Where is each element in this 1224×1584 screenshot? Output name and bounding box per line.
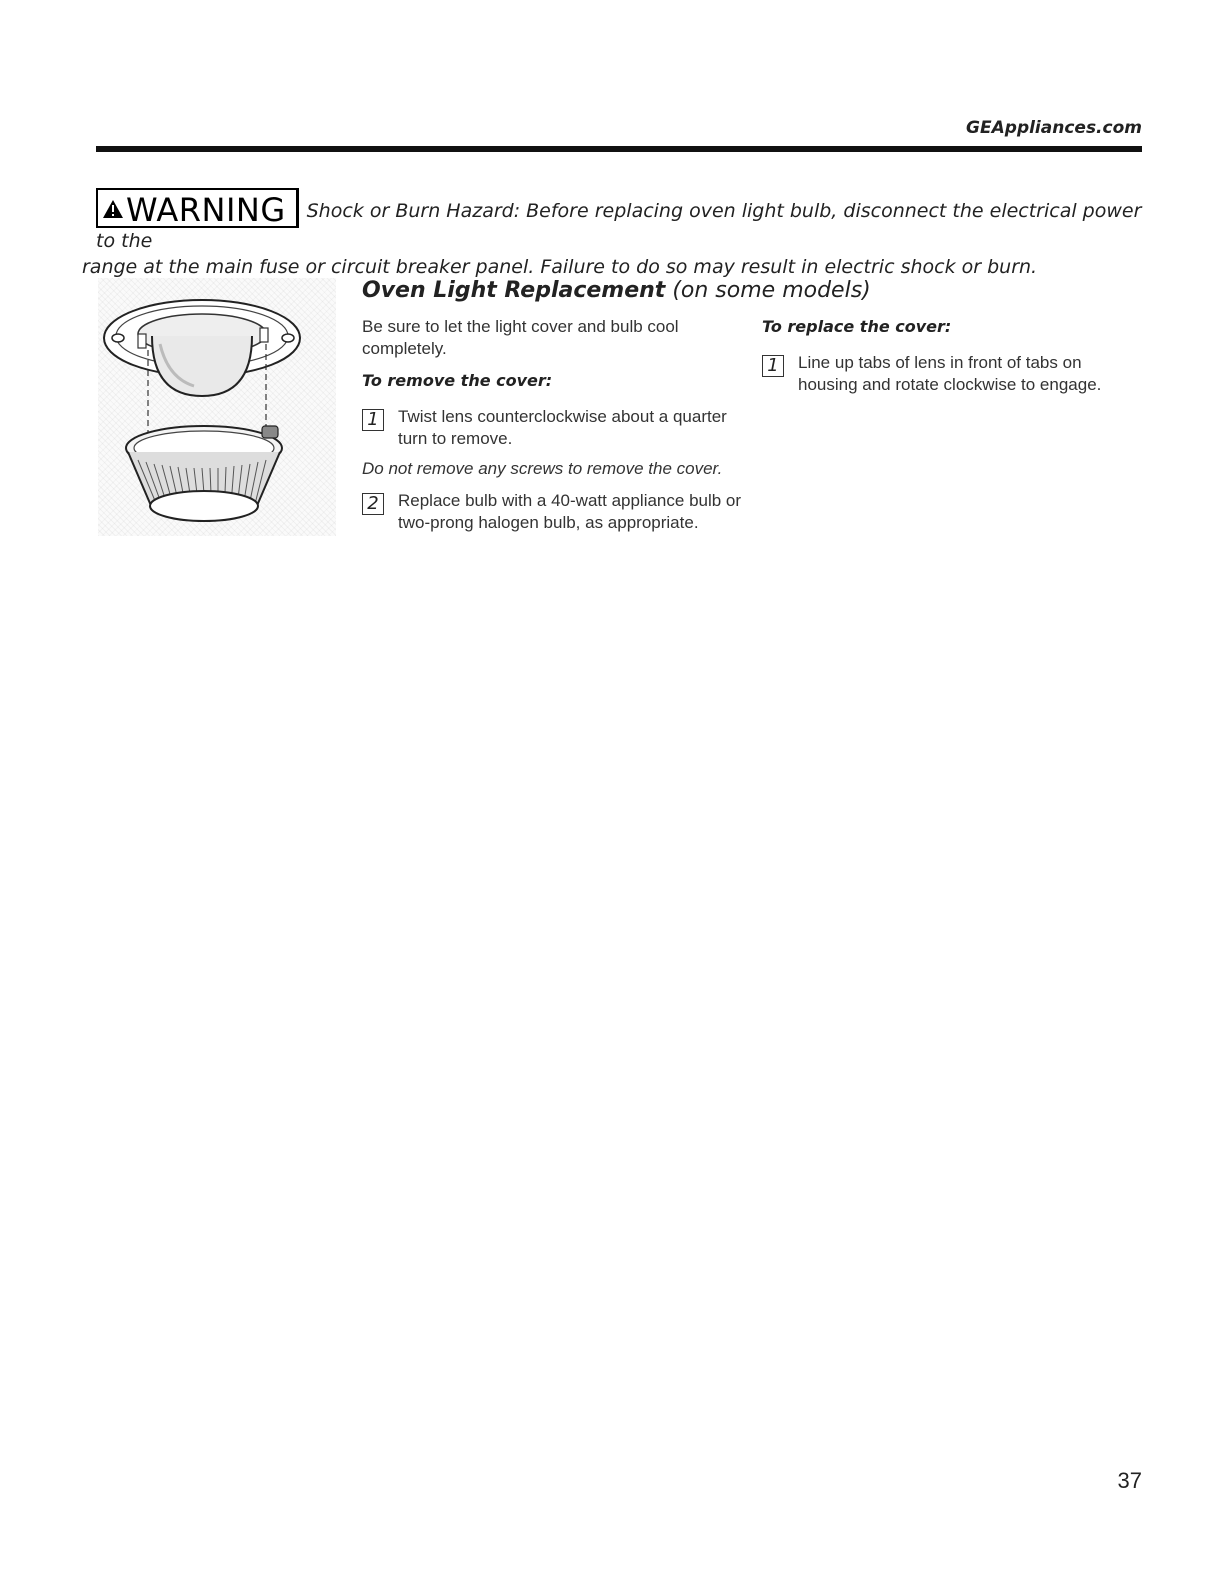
column-remove (362, 316, 742, 542)
column-replace (762, 316, 1142, 404)
step-text: Line up tabs of lens in front of tabs on housing and rotate clockwise to engage. (798, 353, 1102, 394)
step-number: 2 (362, 493, 384, 515)
warning-text-line2: range at the main fuse or circuit breaker panel. Failure to do so may result in electric shock or burn. (82, 256, 1038, 278)
replace-step-1 (762, 352, 1142, 396)
site-url: GEAppliances.com (966, 118, 1142, 138)
section-title-qualifier: (on some models) (672, 278, 871, 303)
warning-text-line1: Shock or Burn Hazard: Before replacing oven light bulb, disconnect the electrical power to the (96, 200, 1142, 252)
warning-badge (96, 188, 299, 228)
section-title (362, 278, 871, 303)
step-number: 1 (362, 409, 384, 431)
remove-step-2 (362, 490, 742, 534)
step-text: Replace bulb with a 40-watt appliance bulb or two-prong halogen bulb, as appropriate. (398, 491, 742, 532)
remove-cover-heading: To remove the cover: (362, 371, 553, 390)
step-text: Twist lens counterclockwise about a quarter turn to remove. (398, 407, 727, 448)
warning-triangle-icon (102, 192, 124, 224)
warning-block (82, 188, 1146, 280)
page-number: 37 (1117, 1468, 1142, 1493)
oven-light-illustration (98, 278, 336, 536)
section-title-main: Oven Light Replacement (362, 278, 666, 303)
step-number: 1 (762, 355, 784, 377)
remove-step-1 (362, 406, 742, 450)
header-rule (96, 146, 1142, 152)
screws-note: Do not remove any screws to remove the cover. (362, 459, 723, 478)
intro-text: Be sure to let the light cover and bulb cool completely. (362, 317, 679, 358)
warning-badge-label: WARNING (126, 191, 286, 229)
replace-cover-heading: To replace the cover: (762, 317, 952, 336)
